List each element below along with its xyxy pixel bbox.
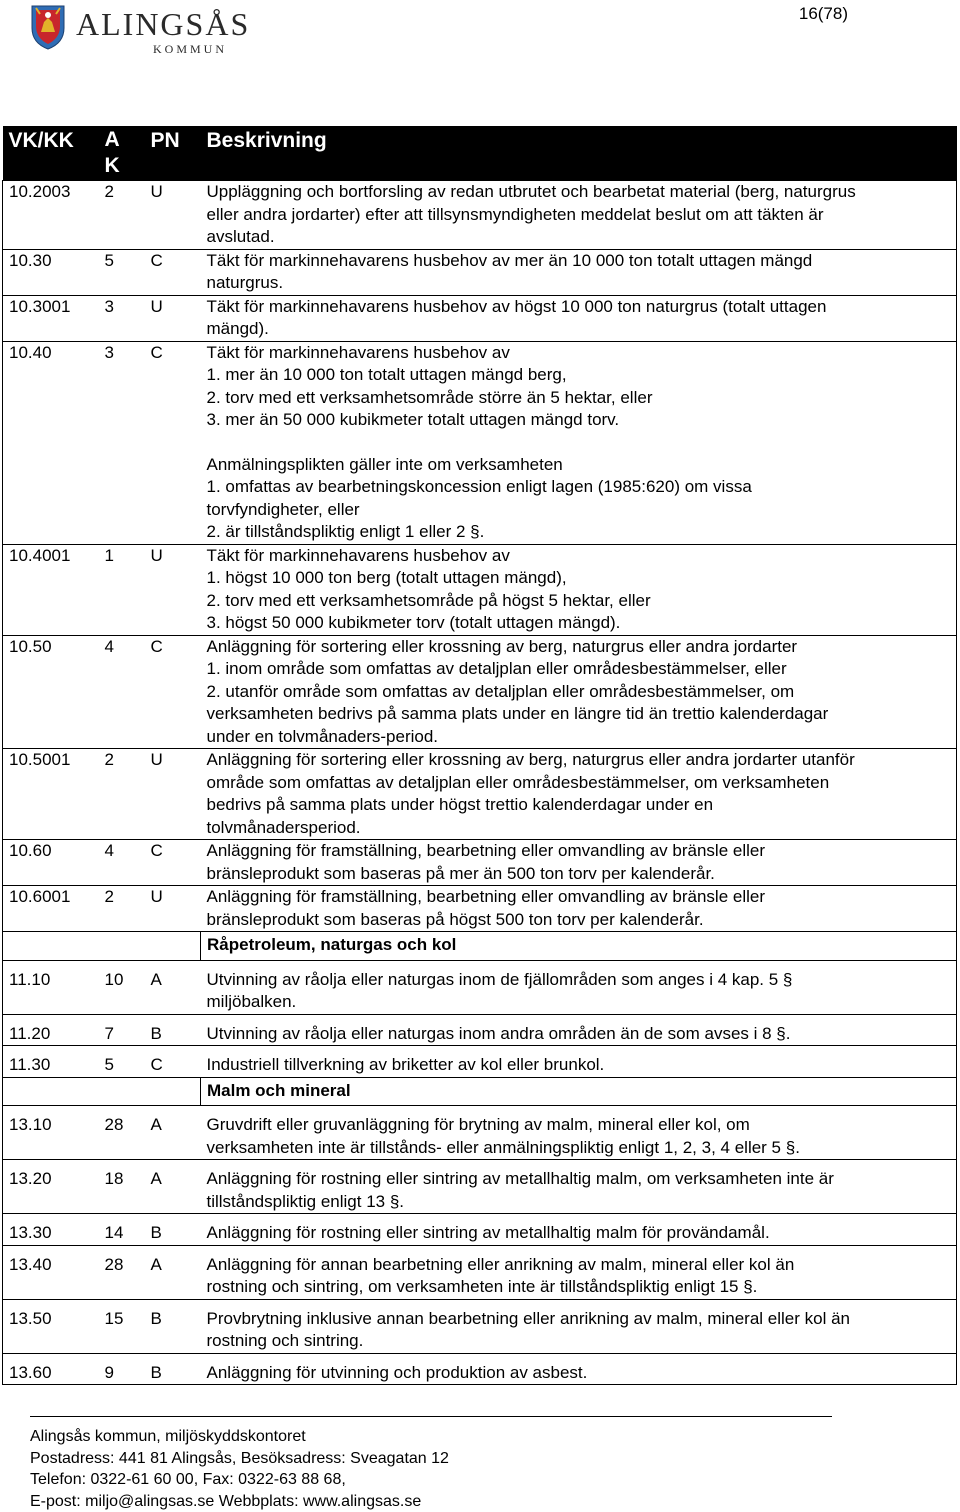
activity-table <box>2 126 957 1385</box>
description-line: tolvmånadersperiod. <box>206 817 361 837</box>
row-code: 13.20 <box>3 1160 99 1214</box>
section-title-text: Malm och mineral <box>207 1080 351 1100</box>
footer <box>30 1426 449 1512</box>
row-ak: 15 <box>99 1299 145 1353</box>
table-header-row <box>3 126 957 181</box>
table-row <box>3 749 957 840</box>
row-code: 10.5001 <box>3 749 99 840</box>
row-description <box>201 1214 957 1246</box>
footer-line: Alingsås kommun, miljöskyddskontoret <box>30 1428 306 1445</box>
row-pn: A <box>145 960 201 1014</box>
row-pn: B <box>145 1214 201 1246</box>
description-line: Anläggning för utvinning och produktion av asbest. <box>206 1362 588 1382</box>
row-description <box>201 544 957 635</box>
description-line: 3. högst 50 000 kubikmeter torv (totalt uttagen mängd). <box>206 613 621 632</box>
footer-line: Postadress: 441 81 Alingsås, Besöksadress: Sveagatan 12 <box>30 1449 449 1467</box>
description-spacer <box>207 432 953 454</box>
row-pn: U <box>145 749 201 840</box>
row-description <box>201 960 957 1014</box>
description-line: under en tolvmånaders-period. <box>206 726 439 746</box>
table-row <box>3 840 957 886</box>
table-section-2 <box>3 1077 957 1106</box>
row-ak: 5 <box>99 249 145 295</box>
row-description <box>201 749 957 840</box>
description-line: Anläggning för rostning eller sintring av metallhaltig malm för provändamål. <box>206 1223 770 1242</box>
row-pn: B <box>145 1299 201 1353</box>
section-empty-cell <box>3 1077 201 1106</box>
row-description <box>201 1160 957 1214</box>
footer-divider <box>30 1416 832 1417</box>
description-line: naturgrus. <box>206 273 284 292</box>
row-description <box>201 1353 957 1385</box>
column-header-ak <box>99 126 145 181</box>
row-ak: 18 <box>99 1160 145 1214</box>
row-ak: 28 <box>99 1106 145 1160</box>
description-line: 1. högst 10 000 ton berg (totalt uttagen mängd), <box>206 568 567 587</box>
column-header-ak-text: A K <box>104 128 120 177</box>
description-line: mängd). <box>206 319 269 338</box>
row-description <box>201 1245 957 1299</box>
table-section-1 <box>3 932 957 961</box>
description-line: Utvinning av råolja eller naturgas inom de fjällområden som anges i 4 kap. 5 § <box>206 969 793 989</box>
row-description <box>201 341 957 544</box>
row-pn: B <box>145 1014 201 1046</box>
coat-of-arms-icon <box>30 4 66 50</box>
row-code: 10.30 <box>3 249 99 295</box>
description-line: tillståndspliktig enligt 13 §. <box>206 1191 405 1211</box>
table-row <box>3 886 957 932</box>
row-pn: C <box>145 249 201 295</box>
description-line: miljöbalken. <box>206 992 297 1011</box>
table-row <box>3 181 957 250</box>
description-line: Industriell tillverkning av briketter av kol eller brunkol. <box>206 1055 605 1074</box>
table-row <box>3 341 957 544</box>
description-line: 2. utanför område som omfattas av detaljplan eller områdesbestämmelser, om <box>206 681 795 701</box>
description-line: Gruvdrift eller gruvanläggning för brytning av malm, mineral eller kol, om <box>206 1115 750 1134</box>
row-description <box>201 249 957 295</box>
row-pn: U <box>145 295 201 341</box>
table-row <box>3 960 957 1014</box>
table-row <box>3 1014 957 1046</box>
description-line: 3. mer än 50 000 kubikmeter totalt uttagen mängd torv. <box>206 410 620 429</box>
row-ak: 2 <box>99 749 145 840</box>
description-line: verksamheten inte är tillstånds- eller anmälningspliktig enligt 1, 2, 3, 4 eller 5 §. <box>206 1137 800 1157</box>
description-line: avslutad. <box>206 227 275 246</box>
description-line: 1. omfattas av bearbetningskoncession enligt lagen (1985:620) om vissa <box>206 477 752 496</box>
section-row <box>3 932 957 961</box>
row-ak: 7 <box>99 1014 145 1046</box>
municipality-logo <box>30 4 270 60</box>
row-description <box>201 295 957 341</box>
table-row <box>3 249 957 295</box>
description-line: Utvinning av råolja eller naturgas inom andra områden än de som avses i 8 §. <box>206 1023 791 1043</box>
table-row <box>3 1106 957 1160</box>
table-row <box>3 1160 957 1214</box>
row-ak: 28 <box>99 1245 145 1299</box>
row-ak: 4 <box>99 635 145 749</box>
row-code: 10.60 <box>3 840 99 886</box>
column-header-pn: PN <box>145 126 201 181</box>
row-description <box>201 1299 957 1353</box>
row-ak: 10 <box>99 960 145 1014</box>
row-code: 10.6001 <box>3 886 99 932</box>
row-description <box>201 635 957 749</box>
description-line: bedrivs på samma plats under högst trettio kalenderdagar under en <box>206 795 714 814</box>
table-row <box>3 1299 957 1353</box>
row-ak: 2 <box>99 181 145 250</box>
row-description <box>201 1046 957 1078</box>
description-line: Täkt för markinnehavarens husbehov av mer än 10 000 ton totalt uttagen mängd <box>206 250 813 270</box>
row-pn: A <box>145 1160 201 1214</box>
row-code: 11.30 <box>3 1046 99 1078</box>
table-group-2 <box>3 960 957 1077</box>
description-line: Täkt för markinnehavarens husbehov av <box>206 342 510 362</box>
row-code: 10.4001 <box>3 544 99 635</box>
row-description <box>201 840 957 886</box>
row-pn: U <box>145 886 201 932</box>
description-line: bränsleprodukt som baseras på mer än 500 ton torv per kalenderår. <box>206 863 715 883</box>
table-row <box>3 1214 957 1246</box>
row-description <box>201 1106 957 1160</box>
column-header-vk: VK/KK <box>3 126 99 181</box>
description-line: Anläggning för sortering eller krossning av berg, naturgrus eller andra jordarter <box>206 636 798 656</box>
row-description <box>201 181 957 250</box>
row-ak: 3 <box>99 295 145 341</box>
table-row <box>3 635 957 749</box>
row-ak: 2 <box>99 886 145 932</box>
row-pn: C <box>145 341 201 544</box>
row-pn: C <box>145 840 201 886</box>
page-number: 16(78) <box>798 4 848 23</box>
description-line: bränsleprodukt som baseras på högst 500 ton torv per kalenderår. <box>206 909 704 929</box>
row-ak: 5 <box>99 1046 145 1078</box>
description-line: torvfyndigheter, eller <box>206 499 360 519</box>
description-line: Anläggning för rostning eller sintring av metallhaltig malm, om verksamheten inte är <box>206 1169 834 1188</box>
row-pn: U <box>145 544 201 635</box>
description-line: verksamheten bedrivs på samma plats under en längre tid än trettio kalenderdagar <box>206 704 829 723</box>
section-title <box>201 932 957 961</box>
table-group-1 <box>3 181 957 932</box>
logo-subtitle: KOMMUN <box>153 42 228 56</box>
description-line: Anläggning för sortering eller krossning av berg, naturgrus eller andra jordarter utanför <box>206 750 855 769</box>
description-line: Täkt för markinnehavarens husbehov av <box>206 545 510 565</box>
row-code: 13.60 <box>3 1353 99 1385</box>
section-title <box>201 1077 957 1106</box>
table-group-3 <box>3 1106 957 1385</box>
description-line: 2. torv med ett verksamhetsområde större än 5 hektar, eller <box>206 387 653 407</box>
description-line: 2. är tillståndspliktig enligt 1 eller 2 §. <box>206 522 485 541</box>
row-pn: B <box>145 1353 201 1385</box>
row-code: 11.10 <box>3 960 99 1014</box>
description-line: Provbrytning inklusive annan bearbetning eller anrikning av malm, mineral eller kol än <box>206 1308 851 1328</box>
row-ak: 4 <box>99 840 145 886</box>
footer-line: E-post: miljo@alingsas.se Webbplats: www.alingsas.se <box>30 1492 422 1510</box>
row-code: 10.3001 <box>3 295 99 341</box>
row-code: 10.2003 <box>3 181 99 250</box>
row-code: 13.50 <box>3 1299 99 1353</box>
description-line: 2. torv med ett verksamhetsområde på högst 5 hektar, eller <box>206 590 651 610</box>
row-description <box>201 886 957 932</box>
section-row <box>3 1077 957 1106</box>
row-code: 13.30 <box>3 1214 99 1246</box>
description-line: Anläggning för framställning, bearbetning eller omvandling av bränsle eller <box>206 841 765 860</box>
section-title-text: Råpetroleum, naturgas och kol <box>207 935 457 954</box>
row-code: 13.40 <box>3 1245 99 1299</box>
row-pn: A <box>145 1106 201 1160</box>
row-ak: 14 <box>99 1214 145 1246</box>
row-pn: A <box>145 1245 201 1299</box>
column-header-description: Beskrivning <box>201 126 957 181</box>
row-ak: 9 <box>99 1353 145 1385</box>
description-line: område som omfattas av detaljplan eller områdesbestämmelser, om verksamheten <box>206 772 830 792</box>
description-line: Anläggning för framställning, bearbetning eller omvandling av bränsle eller <box>206 887 765 906</box>
description-line: Anläggning för annan bearbetning eller anrikning av malm, mineral eller kol än <box>206 1254 795 1274</box>
table-row <box>3 295 957 341</box>
logo-name: ALINGSÅS <box>76 6 251 42</box>
row-code: 11.20 <box>3 1014 99 1046</box>
table-row <box>3 1353 957 1385</box>
row-code: 13.10 <box>3 1106 99 1160</box>
row-pn: C <box>145 635 201 749</box>
row-code: 10.50 <box>3 635 99 749</box>
row-pn: U <box>145 181 201 250</box>
description-line: rostning och sintring. <box>206 1331 364 1350</box>
section-empty-cell <box>3 932 201 961</box>
description-line: eller andra jordarter) efter att tillsynsmyndigheten meddelat beslut om att täkten är <box>206 204 824 224</box>
footer-line: Telefon: 0322-61 60 00, Fax: 0322-63 88 68, <box>30 1471 346 1488</box>
table-row <box>3 1046 957 1078</box>
row-description <box>201 1014 957 1046</box>
description-line: Anmälningsplikten gäller inte om verksamheten <box>206 454 563 474</box>
description-line: Täkt för markinnehavarens husbehov av högst 10 000 ton naturgrus (totalt uttagen <box>206 296 827 316</box>
row-ak: 1 <box>99 544 145 635</box>
description-line: 1. mer än 10 000 ton totalt uttagen mängd berg, <box>206 365 567 384</box>
table-row <box>3 544 957 635</box>
row-ak: 3 <box>99 341 145 544</box>
description-line: rostning och sintring, om verksamheten inte är tillståndspliktig enligt 15 §. <box>206 1277 758 1296</box>
table-row <box>3 1245 957 1299</box>
row-code: 10.40 <box>3 341 99 544</box>
description-line: 1. inom område som omfattas av detaljplan eller områdesbestämmelser, eller <box>206 659 787 678</box>
description-line: Uppläggning och bortforsling av redan utbrutet och bearbetat material (berg, naturgrus <box>206 182 856 201</box>
row-pn: C <box>145 1046 201 1078</box>
